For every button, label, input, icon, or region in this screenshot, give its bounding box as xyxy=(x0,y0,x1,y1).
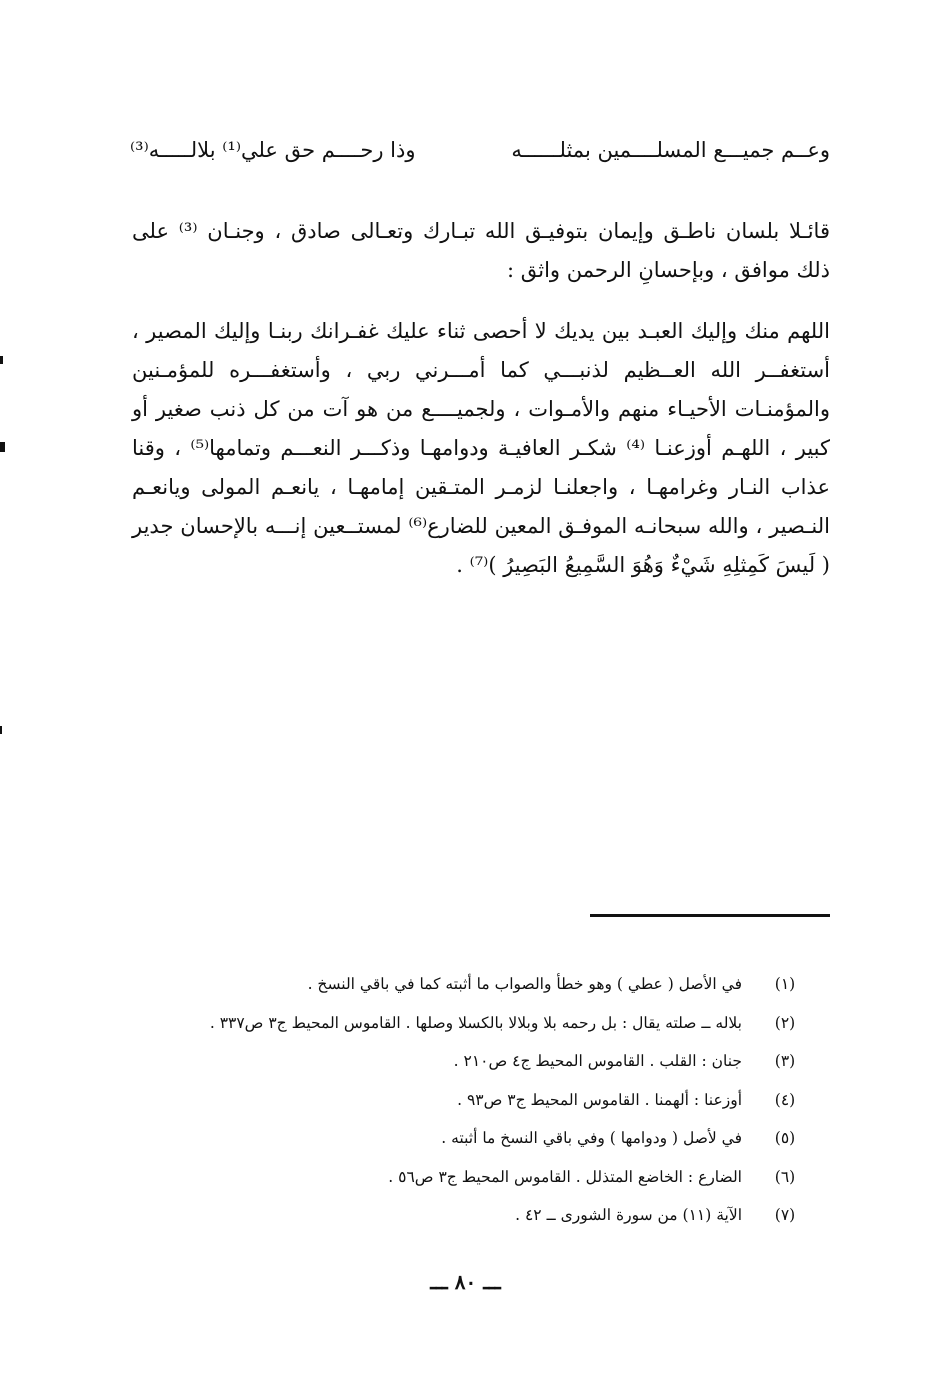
footnote-item xyxy=(130,1091,802,1130)
footnote-number: (٧) xyxy=(774,1206,796,1224)
footnote-item xyxy=(130,1168,802,1207)
footnote-item xyxy=(130,1014,802,1053)
footnote-item xyxy=(130,1052,802,1091)
page-number: ـــ ٨٠ ـــ xyxy=(430,1270,501,1294)
footnote-text: في الأصل ( عطي ) وهو خطأ والصواب ما أثبته كما في باقي النسخ . xyxy=(307,975,742,993)
footnote-text: الضارع : الخاضع المتذلل . القاموس المحيط ج٣ ص٥٦ . xyxy=(388,1167,742,1186)
verse-second-hemistich: وذا رحــــم حق علي⁽¹⁾ بلالـــــه⁽³⁾ xyxy=(130,138,416,162)
footnote-text: الآية (١١) من سورة الشورى ــ ٤٢ . xyxy=(515,1206,742,1224)
footnote-text: في لأصل ( ودوامها ) وفي باقي النسخ ما أثبته . xyxy=(441,1129,742,1147)
verse-first-hemistich: وعــم جميـــع المسلــــمين بمثلــــــه xyxy=(511,138,830,162)
scan-edge-mark xyxy=(0,442,5,452)
footnote-item xyxy=(130,1129,802,1168)
footnote-divider xyxy=(590,914,830,917)
body-paragraph-1: قائـلا بلسان ناطـق وإيمان بتوفيـق الله تبـارك وتعـالى صادق ، وجنـان ⁽³⁾ على ذلك موافق ، وبإحسانِ الرحمن واثق : xyxy=(132,219,830,282)
footnote-number: (٢) xyxy=(774,1013,796,1032)
footnote-number: (٥) xyxy=(774,1129,796,1147)
footnote-item xyxy=(130,975,802,1014)
footnote-number: (٦) xyxy=(774,1167,796,1186)
footnote-text: أوزعنا : ألهمنا . القاموس المحيط ج٣ ص٩٣ . xyxy=(457,1090,742,1109)
scan-edge-mark xyxy=(0,726,2,734)
footnote-item xyxy=(130,1206,802,1245)
footnote-number: (١) xyxy=(774,975,796,993)
body-paragraph-2: اللهم منك وإليك العبـد بين يديك لا أحصى ثناء عليك غفـرانك ربنـا وإليك المصير ، أستغفــر الله العــظيم لذنبـــي كما أمـــرني ربي ، وأستغفـــره للمؤمـنين والمؤمنـات الأحيـاء منهم والأمـوات ، ولجميــــع من هو آت من كل ذنب صغير أو كبير ، اللهـم أوزعنـا ⁽⁴⁾ شكـر العافيـة ودوامهـا وذكـــر النعـــم وتمامها⁽⁵⁾ ، وقنا عذاب النـار وغرامهـا ، واجعلنـا لزمـر المتـقين إمامهـا ، يانعـم المولى ويانعـم النـصير ، والله سبحانـه الموفـق المعين للضارع⁽⁶⁾ لمستــعين إنـــه بالإحسان جدير ( لَيسَ كَمِثلِهِ شَيْءٌ وَهُوَ السَّمِيعُ البَصِيرُ )⁽⁷⁾ . xyxy=(132,319,830,577)
footnotes-list xyxy=(130,975,802,1245)
scan-edge-mark xyxy=(0,356,3,364)
footnote-text: جنان : القلب . القاموس المحيط ج٤ ص٢١٠ . xyxy=(453,1052,742,1070)
footnote-number: (٣) xyxy=(774,1052,796,1070)
footnote-number: (٤) xyxy=(774,1090,796,1109)
verse-line xyxy=(130,138,830,178)
footnote-text: بلاله ــ صلته يقال : بل رحمه بلا وبلالا بالكسلا وصلها . القاموس المحيط ج٣ ص٣٣٧ . xyxy=(209,1013,742,1032)
